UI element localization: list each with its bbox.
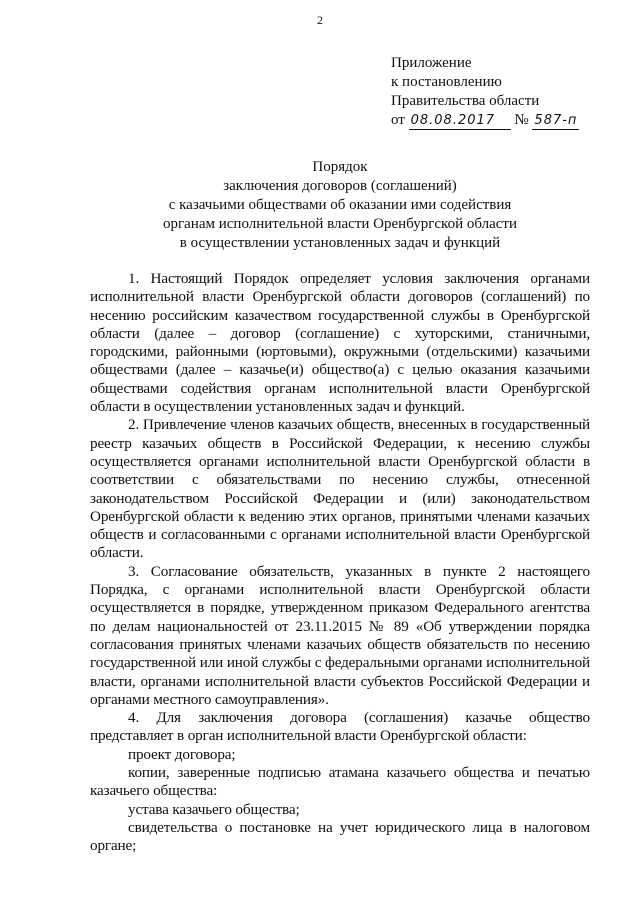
title-line-4: органам исполнительной власти Оренбургской области [163, 216, 517, 232]
document-title [90, 158, 590, 253]
appendix-reference: к постановлению [391, 74, 502, 90]
list-item-tax-certificate: свидетельства о постановке на учет юридического лица в налоговом органе; [90, 818, 590, 855]
paragraph-4: 4. Для заключения договора (соглашения) казачье общество представляет в орган исполнительной власти Оренбургской области: [90, 709, 590, 745]
appendix-authority: Правительства области [391, 93, 540, 109]
date-prefix: от [391, 112, 405, 128]
list-item-charter: устава казачьего общества; [128, 800, 300, 818]
paragraph-2: 2. Привлечение членов казачьих обществ, внесенных в государственный реестр казачьих обществ в Российской Федерации, к несению службы осуществляется органами исполнительной власти Оренбургской области в соответствии с обязательствами по несению службы, отнесенной законодательством Российской Федерации и (или) законодательством Оренбургской области к ведению этих органов, принятыми членами казачьих обществ и согласованными с органами исполнительной власти Оренбургской области. [90, 416, 590, 562]
number-sign: № [514, 112, 529, 128]
appendix-heading: Приложение [391, 55, 472, 71]
handwritten-number: 587-п [534, 113, 578, 128]
appendix-block [391, 54, 579, 130]
page-number: 2 [317, 13, 323, 27]
paragraph-3: 3. Согласование обязательств, указанных в пункте 2 настоящего Порядка, с органами исполнительной власти Оренбургской области осуществляется в порядке, утвержденном приказом Федерального агентства по делам национальностей от 23.11.2015 № 89 «Об утверждении порядка согласования принятых членами казачьих обществ обязательств по несению государственной или иной службы с федеральными органами исполнительной власти, органами исполнительной власти субъектов Российской Федерации и органами местного самоуправления». [90, 562, 590, 708]
appendix-date-number-line [391, 111, 579, 130]
list-item-draft-contract: проект договора; [128, 745, 236, 763]
title-line-5: в осуществлении установленных задач и функций [179, 235, 501, 251]
title-line-2: заключения договоров (соглашений) [223, 178, 457, 194]
list-item-certified-copies: копии, заверенные подписью атамана казачьего общества и печатью казачьего общества: [90, 764, 590, 800]
paragraph-1: 1. Настоящий Порядок определяет условия заключения органами исполнительной власти Оренбургской области договоров (соглашений) по несению российским казачеством государственной службы в Оренбургской области (далее – договор (соглашение) с хуторскими, станичными, городскими, районными (юртовыми), окружными (отдельскими) казачьими обществами (далее – казачье(и) общество(а) с целью оказания казачьими обществами содействия органам исполнительной власти Оренбургской области в осуществлении установленных задач и функций. [90, 270, 590, 416]
document-body [90, 270, 590, 856]
handwritten-date: 08.08.2017 [409, 113, 511, 130]
title-line-3: с казачьими обществами об оказании ими содействия [168, 197, 512, 213]
title-line-1: Порядок [312, 159, 368, 175]
